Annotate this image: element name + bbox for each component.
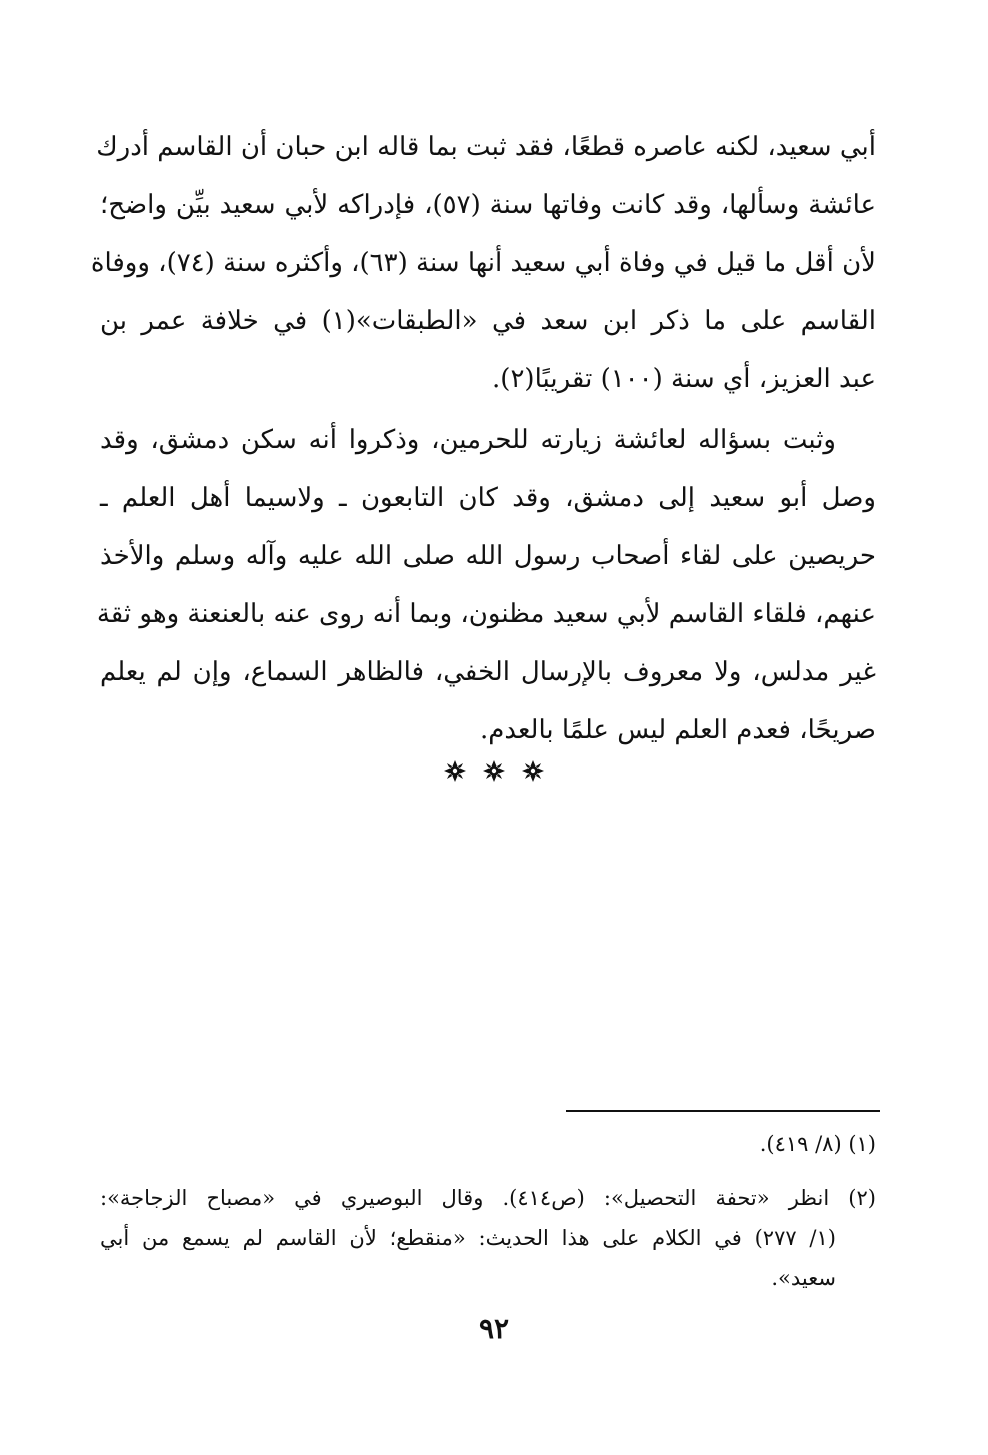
text-line: القاسم على ما ذكر ابن سعد في «الطبقات»(١) في خلافة عمر بن [100,306,876,336]
text-line: لأن أقل ما قيل في وفاة أبي سعيد أنها سنة (٦٣)، وأكثره سنة (٧٤)، ووفاة [90,248,876,278]
section-divider [0,760,988,782]
footnote-divider [566,1110,880,1112]
footnote-2-line: سعيد». [771,1266,836,1290]
paragraph-1 [90,118,877,408]
paragraph-2 [96,411,876,759]
flower-ornament-icon [444,760,466,782]
text-line: حريصين على لقاء أصحاب رسول الله صلى الله عليه وآله وسلم والأخذ [100,541,876,571]
footnote-2-line: (٢) انظر «تحفة التحصيل»: (ص٤١٤). وقال البوصيري في «مصباح الزجاجة»: [100,1186,876,1210]
flower-ornament-icon [522,760,544,782]
text-line: أبي سعيد، لكنه عاصره قطعًا، فقد ثبت بما قاله ابن حبان أن القاسم أدرك [96,132,876,162]
text-line: عنهم، فلقاء القاسم لأبي سعيد مظنون، وبما أنه روى عنه بالعنعنة وهو ثقة [96,599,876,629]
footnote-1: (١) (٨/ ٤١٩). [759,1132,876,1156]
text-line: غير مدلس، ولا معروف بالإرسال الخفي، فالظاهر السماع، وإن لم يعلم [100,657,876,687]
text-line: وصل أبو سعيد إلى دمشق، وقد كان التابعون ـ ولاسيما أهل العلم ـ [100,483,876,513]
footnotes [100,1124,876,1298]
footnote-2-line: (١/ ٢٧٧) في الكلام على هذا الحديث: «منقطع؛ لأن القاسم لم يسمع من أبي [100,1226,836,1250]
text-line: عبد العزيز، أي سنة (١٠٠) تقريبًا(٢). [492,364,876,394]
text-line: وثبت بسؤاله لعائشة زيارته للحرمين، وذكروا أنه سكن دمشق، وقد [100,425,836,455]
text-line: صريحًا، فعدم العلم ليس علمًا بالعدم. [479,715,876,745]
page-number: ٩٢ [478,1312,510,1345]
text-line: عائشة وسألها، وقد كانت وفاتها سنة (٥٧)، فإدراكه لأبي سعيد بيِّن واضح؛ [100,190,877,220]
flower-ornament-icon [483,760,505,782]
